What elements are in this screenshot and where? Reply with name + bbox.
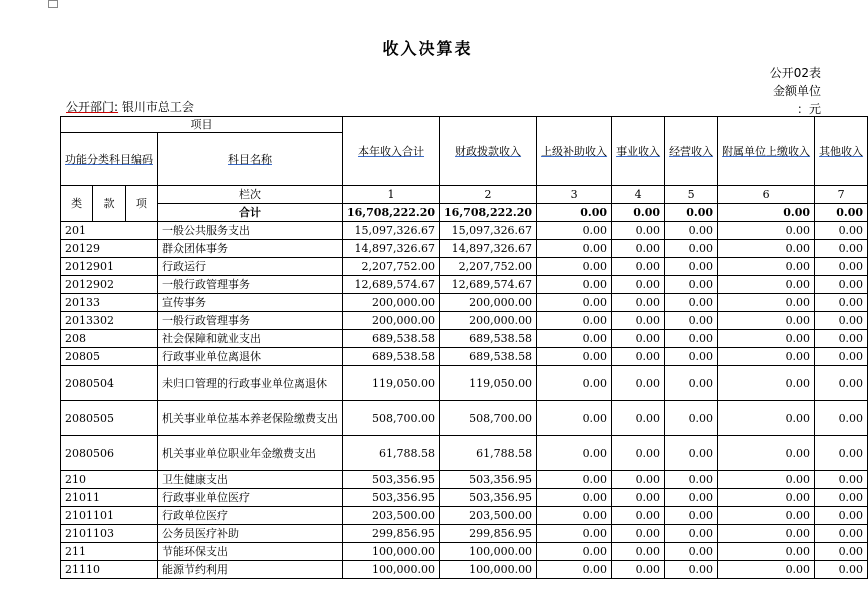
row-value-c7: 0.00 [815,401,868,436]
row-value-c7: 0.00 [815,366,868,401]
row-value-c4: 0.00 [612,489,665,507]
row-value-c6: 0.00 [718,222,815,240]
row-value-c3: 0.00 [537,561,612,579]
row-value-c5: 0.00 [665,366,718,401]
row-value-total: 689,538.58 [343,348,440,366]
row-value-c4: 0.00 [612,471,665,489]
row-value-fiscal: 689,538.58 [440,330,537,348]
row-value-total: 61,788.58 [343,436,440,471]
header-subject-name: 科目名称 [158,133,343,186]
row-name: 行政事业单位离退休 [158,348,343,366]
row-value-fiscal: 200,000.00 [440,312,537,330]
total-cell: 16,708,222.20 [343,204,440,222]
row-value-c5: 0.00 [665,471,718,489]
row-value-c5: 0.00 [665,436,718,471]
row-name: 卫生健康支出 [158,471,343,489]
row-value-c7: 0.00 [815,471,868,489]
row-value-c5: 0.00 [665,543,718,561]
row-value-c6: 0.00 [718,312,815,330]
row-value-c7: 0.00 [815,489,868,507]
row-value-fiscal: 61,788.58 [440,436,537,471]
row-value-c7: 0.00 [815,525,868,543]
col-number: 3 [537,186,612,204]
row-value-c4: 0.00 [612,312,665,330]
row-value-fiscal: 12,689,574.67 [440,276,537,294]
table-row [61,276,868,294]
row-value-c7: 0.00 [815,222,868,240]
table-row [61,258,868,276]
row-value-c6: 0.00 [718,294,815,312]
row-value-c4: 0.00 [612,330,665,348]
total-cell: 16,708,222.20 [440,204,537,222]
row-code: 210 [61,471,158,489]
row-value-total: 15,097,326.67 [343,222,440,240]
row-value-c6: 0.00 [718,489,815,507]
row-value-c5: 0.00 [665,525,718,543]
row-value-c5: 0.00 [665,222,718,240]
table-row [61,543,868,561]
row-value-c7: 0.00 [815,543,868,561]
row-code: 2080504 [61,366,158,401]
row-name: 行政运行 [158,258,343,276]
row-value-c5: 0.00 [665,489,718,507]
row-value-c4: 0.00 [612,436,665,471]
unit-value: ：元 [796,102,821,116]
row-code: 20129 [61,240,158,258]
col-number: 2 [440,186,537,204]
row-name: 节能环保支出 [158,543,343,561]
header-col-other: 其他收入 [815,117,868,186]
row-value-c7: 0.00 [815,561,868,579]
table-row [61,489,868,507]
col-number: 6 [718,186,815,204]
row-value-c6: 0.00 [718,258,815,276]
col-number: 7 [815,186,868,204]
header-col-operating: 经营收入 [665,117,718,186]
row-name: 机关事业单位职业年金缴费支出 [158,436,343,471]
row-value-total: 200,000.00 [343,312,440,330]
row-value-c5: 0.00 [665,561,718,579]
row-code: 2013302 [61,312,158,330]
row-value-fiscal: 2,207,752.00 [440,258,537,276]
row-value-total: 12,689,574.67 [343,276,440,294]
row-name: 能源节约利用 [158,561,343,579]
row-value-total: 2,207,752.00 [343,258,440,276]
row-value-c6: 0.00 [718,543,815,561]
row-value-c3: 0.00 [537,401,612,436]
row-value-c4: 0.00 [612,561,665,579]
total-cell: 0.00 [537,204,612,222]
row-value-c4: 0.00 [612,348,665,366]
row-value-c3: 0.00 [537,366,612,401]
total-row [61,204,868,222]
table-row [61,294,868,312]
row-code: 2101103 [61,525,158,543]
row-value-c6: 0.00 [718,330,815,348]
row-value-fiscal: 299,856.95 [440,525,537,543]
row-value-c6: 0.00 [718,436,815,471]
row-value-c6: 0.00 [718,240,815,258]
row-value-c3: 0.00 [537,222,612,240]
row-code: 208 [61,330,158,348]
row-value-c3: 0.00 [537,471,612,489]
row-value-c7: 0.00 [815,507,868,525]
row-value-c5: 0.00 [665,348,718,366]
row-value-c6: 0.00 [718,276,815,294]
row-value-total: 508,700.00 [343,401,440,436]
row-name: 未归口管理的行政事业单位离退休 [158,366,343,401]
row-value-c4: 0.00 [612,222,665,240]
row-code: 2080505 [61,401,158,436]
table-row [61,330,868,348]
header-xiang: 项 [125,186,157,222]
row-value-fiscal: 14,897,326.67 [440,240,537,258]
row-value-c5: 0.00 [665,240,718,258]
unit-block [773,82,821,118]
row-code: 20805 [61,348,158,366]
row-value-c6: 0.00 [718,348,815,366]
row-value-c4: 0.00 [612,276,665,294]
row-value-total: 203,500.00 [343,507,440,525]
row-code: 21110 [61,561,158,579]
row-value-total: 119,050.00 [343,366,440,401]
header-func-code: 功能分类科目编码 [61,133,158,186]
department-name: 银川市总工会 [121,100,194,114]
table-row [61,507,868,525]
row-value-fiscal: 15,097,326.67 [440,222,537,240]
table-row [61,436,868,471]
row-value-c7: 0.00 [815,258,868,276]
row-value-c4: 0.00 [612,294,665,312]
row-value-c7: 0.00 [815,240,868,258]
row-value-c7: 0.00 [815,348,868,366]
table-row [61,525,868,543]
row-value-c4: 0.00 [612,401,665,436]
row-value-c5: 0.00 [665,401,718,436]
row-value-c7: 0.00 [815,330,868,348]
total-cell: 0.00 [665,204,718,222]
row-value-c3: 0.00 [537,507,612,525]
total-cell: 0.00 [815,204,868,222]
header-heji: 合计 [158,204,343,222]
col-number: 4 [612,186,665,204]
row-value-c5: 0.00 [665,330,718,348]
row-value-c5: 0.00 [665,258,718,276]
row-value-c3: 0.00 [537,330,612,348]
header-col-business: 事业收入 [612,117,665,186]
row-value-c3: 0.00 [537,436,612,471]
row-code: 2080506 [61,436,158,471]
row-value-fiscal: 503,356.95 [440,489,537,507]
row-value-total: 689,538.58 [343,330,440,348]
table-row [61,401,868,436]
header-kuan: 款 [93,186,125,222]
row-name: 机关事业单位基本养老保险缴费支出 [158,401,343,436]
row-value-total: 299,856.95 [343,525,440,543]
header-col-total: 本年收入合计 [343,117,440,186]
row-name: 行政事业单位医疗 [158,489,343,507]
row-value-c7: 0.00 [815,276,868,294]
row-name: 群众团体事务 [158,240,343,258]
form-number: 公开02表 [769,66,821,80]
row-name: 宣传事务 [158,294,343,312]
row-value-total: 503,356.95 [343,471,440,489]
row-code: 20133 [61,294,158,312]
table-row [61,240,868,258]
header-lanci: 栏次 [158,186,343,204]
row-value-c5: 0.00 [665,294,718,312]
row-value-fiscal: 508,700.00 [440,401,537,436]
row-value-fiscal: 100,000.00 [440,561,537,579]
row-code: 2012902 [61,276,158,294]
row-value-fiscal: 689,538.58 [440,348,537,366]
row-value-c5: 0.00 [665,276,718,294]
row-value-c4: 0.00 [612,543,665,561]
header-row-lanci [61,186,868,204]
col-number: 5 [665,186,718,204]
row-value-c3: 0.00 [537,489,612,507]
row-code: 21011 [61,489,158,507]
row-value-c7: 0.00 [815,294,868,312]
row-value-c6: 0.00 [718,561,815,579]
row-code: 2101101 [61,507,158,525]
row-value-total: 503,356.95 [343,489,440,507]
header-row-1 [61,117,868,133]
row-value-c3: 0.00 [537,543,612,561]
total-cell: 0.00 [612,204,665,222]
row-code: 201 [61,222,158,240]
row-value-c7: 0.00 [815,312,868,330]
header-col-upper: 上级补助收入 [537,117,612,186]
row-code: 211 [61,543,158,561]
row-value-total: 100,000.00 [343,561,440,579]
row-name: 一般公共服务支出 [158,222,343,240]
table-row [61,222,868,240]
header-col-fiscal: 财政拨款收入 [440,117,537,186]
table-row [61,366,868,401]
row-value-c3: 0.00 [537,294,612,312]
row-value-c3: 0.00 [537,312,612,330]
row-value-c7: 0.00 [815,436,868,471]
row-value-c6: 0.00 [718,507,815,525]
row-name: 社会保障和就业支出 [158,330,343,348]
page-title: 收入决算表 [382,39,473,58]
row-code: 2012901 [61,258,158,276]
department-line [66,98,194,115]
row-value-c5: 0.00 [665,312,718,330]
department-label: 公开部门: [66,100,119,114]
income-table [60,116,868,579]
row-value-c4: 0.00 [612,525,665,543]
row-value-c3: 0.00 [537,240,612,258]
row-value-c6: 0.00 [718,366,815,401]
row-value-total: 100,000.00 [343,543,440,561]
row-value-c4: 0.00 [612,507,665,525]
row-value-fiscal: 503,356.95 [440,471,537,489]
unit-label: 金额单位 [772,84,821,98]
row-value-c4: 0.00 [612,366,665,401]
row-value-c4: 0.00 [612,240,665,258]
table-row [61,348,868,366]
row-value-fiscal: 119,050.00 [440,366,537,401]
header-col-affiliated: 附属单位上缴收入 [718,117,815,186]
row-value-c3: 0.00 [537,258,612,276]
row-name: 一般行政管理事务 [158,312,343,330]
header-xiangmu: 项目 [61,117,343,133]
row-value-c3: 0.00 [537,276,612,294]
row-value-fiscal: 100,000.00 [440,543,537,561]
row-value-fiscal: 200,000.00 [440,294,537,312]
table-row [61,471,868,489]
header-lei: 类 [61,186,93,222]
row-value-fiscal: 203,500.00 [440,507,537,525]
row-name: 行政单位医疗 [158,507,343,525]
table-row [61,312,868,330]
row-name: 一般行政管理事务 [158,276,343,294]
col-number: 1 [343,186,440,204]
row-value-c4: 0.00 [612,258,665,276]
row-value-c5: 0.00 [665,507,718,525]
table-row [61,561,868,579]
row-value-c6: 0.00 [718,401,815,436]
row-value-total: 200,000.00 [343,294,440,312]
row-value-c6: 0.00 [718,471,815,489]
row-value-c3: 0.00 [537,525,612,543]
corner-marker-icon [48,0,58,8]
row-value-total: 14,897,326.67 [343,240,440,258]
total-cell: 0.00 [718,204,815,222]
row-value-c6: 0.00 [718,525,815,543]
row-value-c3: 0.00 [537,348,612,366]
row-name: 公务员医疗补助 [158,525,343,543]
